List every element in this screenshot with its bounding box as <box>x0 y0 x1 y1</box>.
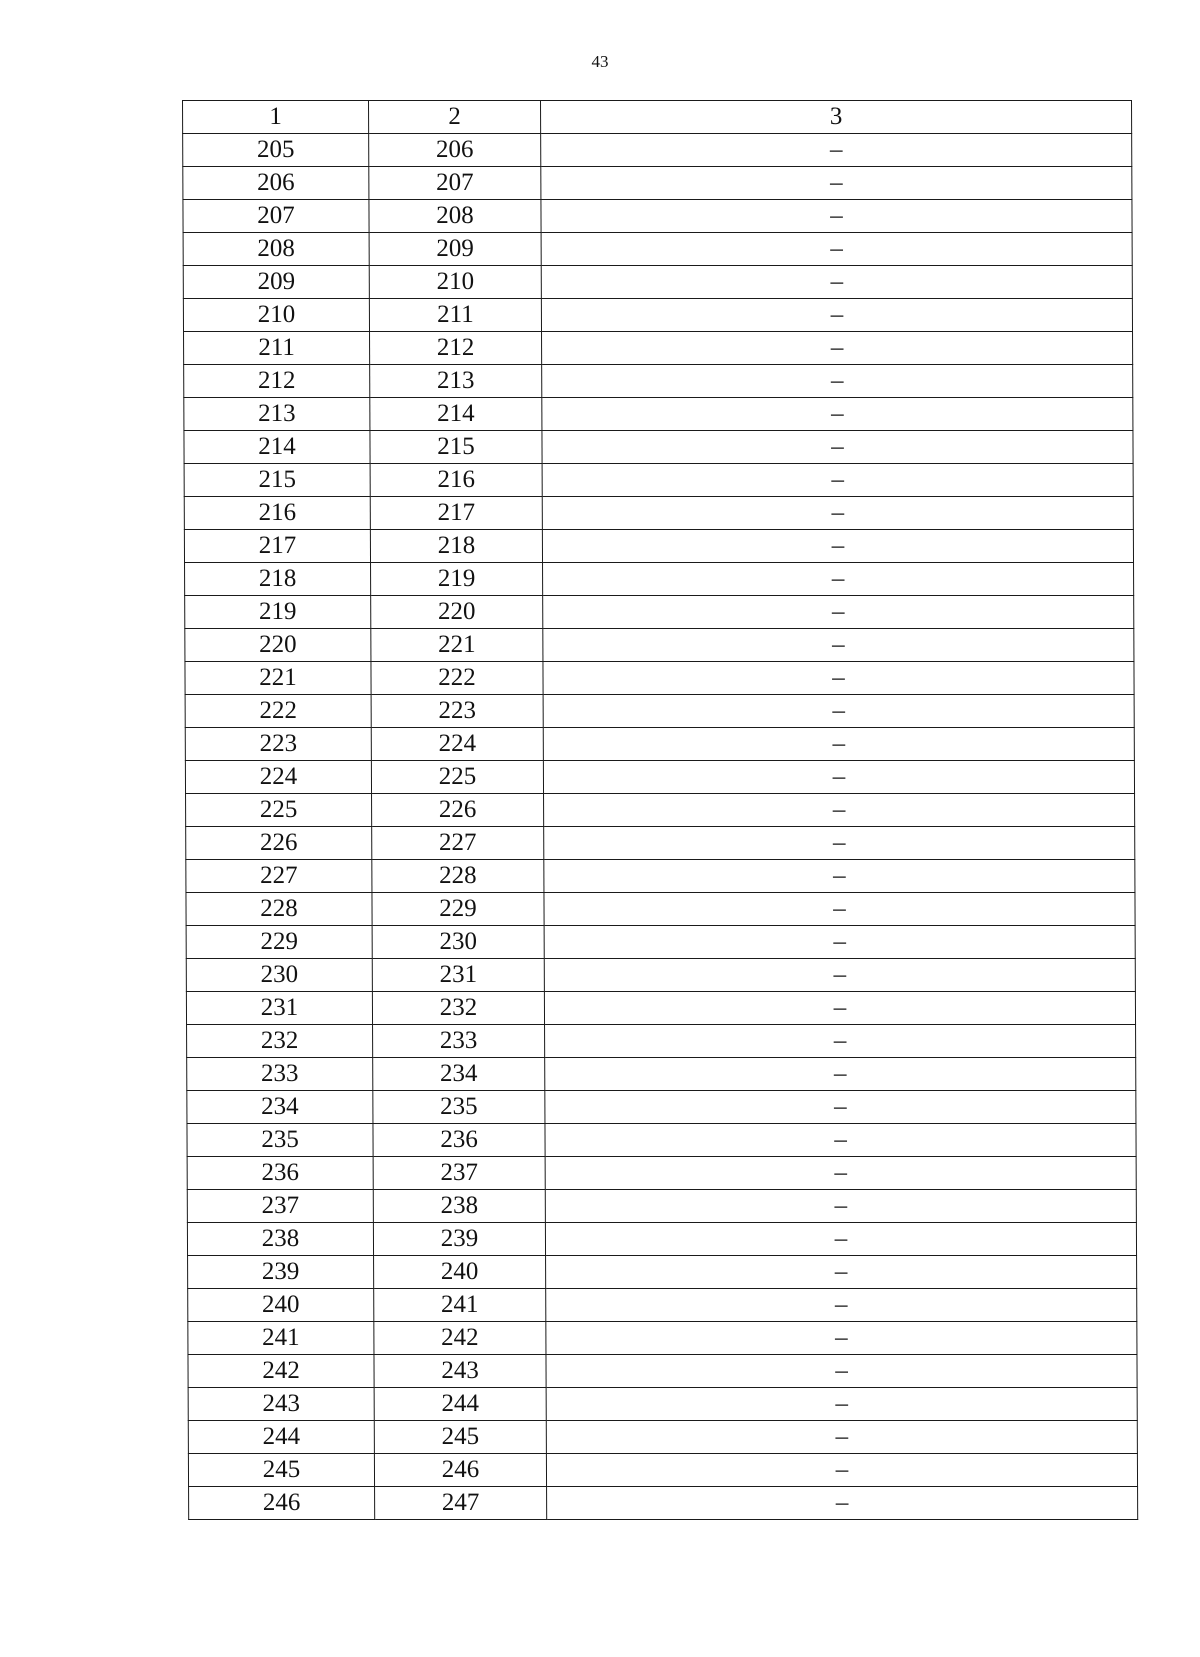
table-cell-col1: 223 <box>185 728 371 761</box>
table-cell-col2: 221 <box>371 629 543 662</box>
table-row <box>186 794 1135 827</box>
table-cell-col1: 235 <box>187 1124 373 1157</box>
table-cell-col1: 240 <box>188 1289 374 1322</box>
table-cell-col3: – <box>543 629 1134 662</box>
table-row <box>185 563 1134 596</box>
table-cell-col1: 213 <box>184 398 370 431</box>
table-cell-col2: 233 <box>373 1025 545 1058</box>
table-cell-col1: 206 <box>183 167 369 200</box>
table-cell-col1: 210 <box>183 299 369 332</box>
table-cell-col1: 220 <box>185 629 371 662</box>
table-cell-col3: – <box>541 266 1132 299</box>
table-row <box>187 1124 1136 1157</box>
table-row <box>189 1487 1138 1520</box>
table-cell-col1: 234 <box>187 1091 373 1124</box>
table-cell-col3: – <box>546 1355 1137 1388</box>
table-cell-col3: – <box>545 1190 1136 1223</box>
table-cell-col2: 217 <box>370 497 542 530</box>
table-row <box>185 728 1134 761</box>
table-cell-col3: – <box>543 728 1134 761</box>
table-cell-col3: – <box>542 497 1133 530</box>
table-row <box>184 464 1133 497</box>
table-cell-col2: 230 <box>372 926 544 959</box>
table-row <box>188 1289 1137 1322</box>
table-cell-col2: 219 <box>371 563 543 596</box>
table-row <box>185 695 1134 728</box>
table-row <box>187 1025 1136 1058</box>
table-cell-col2: 241 <box>374 1289 546 1322</box>
table-cell-col2: 212 <box>370 332 542 365</box>
table-row <box>187 1190 1136 1223</box>
header-row <box>183 101 1132 134</box>
table-row <box>186 959 1135 992</box>
table-row <box>186 893 1135 926</box>
table-cell-col3: – <box>544 992 1135 1025</box>
table-cell-col1: 217 <box>184 530 370 563</box>
table-row <box>185 662 1134 695</box>
table-body <box>183 134 1138 1520</box>
table-header <box>183 101 1132 134</box>
table-row <box>187 1091 1136 1124</box>
table-cell-col1: 212 <box>184 365 370 398</box>
table-cell-col3: – <box>544 893 1135 926</box>
table-cell-col1: 222 <box>185 695 371 728</box>
table-cell-col3: – <box>544 827 1135 860</box>
table-row <box>183 167 1132 200</box>
table-cell-col1: 228 <box>186 893 372 926</box>
table-row <box>188 1454 1137 1487</box>
table-cell-col3: – <box>546 1388 1137 1421</box>
table-cell-col2: 216 <box>370 464 542 497</box>
table-row <box>184 530 1133 563</box>
table-cell-col2: 246 <box>374 1454 546 1487</box>
table-cell-col3: – <box>542 530 1133 563</box>
table-row <box>183 266 1132 299</box>
table-cell-col2: 226 <box>372 794 544 827</box>
table-cell-col2: 243 <box>374 1355 546 1388</box>
table-cell-col3: – <box>543 662 1134 695</box>
table-cell-col2: 213 <box>370 365 542 398</box>
table-cell-col1: 227 <box>186 860 372 893</box>
table-cell-col3: – <box>546 1256 1137 1289</box>
table-cell-col2: 239 <box>373 1223 545 1256</box>
table-cell-col1: 236 <box>187 1157 373 1190</box>
table-cell-col2: 206 <box>369 134 541 167</box>
table-cell-col2: 236 <box>373 1124 545 1157</box>
table-cell-col1: 225 <box>186 794 372 827</box>
table-row <box>184 398 1133 431</box>
table-cell-col3: – <box>541 200 1132 233</box>
table-cell-col1: 208 <box>183 233 369 266</box>
table-cell-col2: 215 <box>370 431 542 464</box>
table-row <box>184 431 1133 464</box>
table-cell-col3: – <box>545 1058 1136 1091</box>
table-cell-col3: – <box>547 1487 1138 1520</box>
table-cell-col2: 223 <box>371 695 543 728</box>
table-cell-col1: 241 <box>188 1322 374 1355</box>
table-cell-col1: 233 <box>187 1058 373 1091</box>
table-row <box>188 1388 1137 1421</box>
table-cell-col2: 242 <box>374 1322 546 1355</box>
table-cell-col3: – <box>544 926 1135 959</box>
table-cell-col2: 222 <box>371 662 543 695</box>
table-cell-col3: – <box>541 134 1132 167</box>
table-cell-col2: 244 <box>374 1388 546 1421</box>
table-cell-col3: – <box>543 596 1134 629</box>
table-cell-col3: – <box>542 431 1133 464</box>
table-row <box>188 1322 1137 1355</box>
table-cell-col3: – <box>541 299 1132 332</box>
table-cell-col2: 208 <box>369 200 541 233</box>
table-cell-col1: 215 <box>184 464 370 497</box>
data-table <box>182 100 1138 1520</box>
table-cell-col3: – <box>544 959 1135 992</box>
table-cell-col3: – <box>543 695 1134 728</box>
table-cell-col3: – <box>545 1124 1136 1157</box>
table-cell-col2: 229 <box>372 893 544 926</box>
table-cell-col2: 232 <box>372 992 544 1025</box>
table-cell-col1: 245 <box>188 1454 374 1487</box>
table-cell-col1: 226 <box>186 827 372 860</box>
table-cell-col1: 239 <box>188 1256 374 1289</box>
table-cell-col3: – <box>542 365 1133 398</box>
table-cell-col1: 205 <box>183 134 369 167</box>
table-row <box>187 1058 1136 1091</box>
table-cell-col1: 218 <box>185 563 371 596</box>
table-cell-col1: 231 <box>186 992 372 1025</box>
table-row <box>186 992 1135 1025</box>
table-cell-col3: – <box>545 1157 1136 1190</box>
table-cell-col3: – <box>544 794 1135 827</box>
table-cell-col2: 245 <box>374 1421 546 1454</box>
table-cell-col3: – <box>545 1091 1136 1124</box>
table-cell-col1: 243 <box>188 1388 374 1421</box>
table-cell-col1: 232 <box>187 1025 373 1058</box>
table-cell-col1: 214 <box>184 431 370 464</box>
table-cell-col1: 237 <box>187 1190 373 1223</box>
table-cell-col2: 209 <box>369 233 541 266</box>
page-number: 43 <box>591 52 609 71</box>
table-row <box>185 629 1134 662</box>
table-cell-col3: – <box>546 1454 1137 1487</box>
column-header-2: 2 <box>369 101 541 134</box>
table-cell-col2: 247 <box>375 1487 547 1520</box>
table-cell-col2: 231 <box>372 959 544 992</box>
table-row <box>184 365 1133 398</box>
table-cell-col2: 210 <box>369 266 541 299</box>
table-row <box>183 200 1132 233</box>
column-header-3: 3 <box>541 101 1132 134</box>
table-row <box>188 1355 1137 1388</box>
table-cell-col1: 224 <box>185 761 371 794</box>
table-cell-col2: 228 <box>372 860 544 893</box>
table-cell-col2: 211 <box>369 299 541 332</box>
table-row <box>188 1256 1137 1289</box>
table-cell-col3: – <box>545 1223 1136 1256</box>
table-cell-col2: 227 <box>372 827 544 860</box>
table-cell-col1: 209 <box>183 266 369 299</box>
table-cell-col2: 220 <box>371 596 543 629</box>
table-cell-col2: 238 <box>373 1190 545 1223</box>
table-row <box>188 1421 1137 1454</box>
table-cell-col3: – <box>542 464 1133 497</box>
table-row <box>183 233 1132 266</box>
table-row <box>184 332 1133 365</box>
table-cell-col2: 237 <box>373 1157 545 1190</box>
table-cell-col1: 242 <box>188 1355 374 1388</box>
table-cell-col2: 234 <box>373 1058 545 1091</box>
table-cell-col2: 214 <box>370 398 542 431</box>
table-cell-col3: – <box>545 1025 1136 1058</box>
table-row <box>186 860 1135 893</box>
table-cell-col3: – <box>541 233 1132 266</box>
table-cell-col1: 221 <box>185 662 371 695</box>
table-row <box>183 134 1132 167</box>
table-row <box>185 596 1134 629</box>
table-cell-col2: 218 <box>370 530 542 563</box>
table-cell-col1: 216 <box>184 497 370 530</box>
table-cell-col1: 207 <box>183 200 369 233</box>
table-row <box>186 926 1135 959</box>
table-cell-col3: – <box>546 1289 1137 1322</box>
table-row <box>185 761 1134 794</box>
table-cell-col3: – <box>546 1421 1137 1454</box>
table-cell-col1: 229 <box>186 926 372 959</box>
table-row <box>184 497 1133 530</box>
column-header-1: 1 <box>183 101 369 134</box>
table-cell-col1: 211 <box>184 332 370 365</box>
table-cell-col1: 238 <box>187 1223 373 1256</box>
table-row <box>187 1223 1136 1256</box>
table-cell-col3: – <box>542 332 1133 365</box>
table-row <box>186 827 1135 860</box>
table-cell-col2: 207 <box>369 167 541 200</box>
table-cell-col3: – <box>541 167 1132 200</box>
table-cell-col2: 224 <box>371 728 543 761</box>
table-cell-col2: 240 <box>374 1256 546 1289</box>
table-cell-col3: – <box>544 860 1135 893</box>
table-cell-col3: – <box>546 1322 1137 1355</box>
table-cell-col1: 219 <box>185 596 371 629</box>
table-row <box>183 299 1132 332</box>
table-cell-col1: 244 <box>188 1421 374 1454</box>
table-cell-col2: 225 <box>371 761 543 794</box>
table-cell-col1: 230 <box>186 959 372 992</box>
table-cell-col2: 235 <box>373 1091 545 1124</box>
table-cell-col1: 246 <box>189 1487 375 1520</box>
table-cell-col3: – <box>543 761 1134 794</box>
table-cell-col3: – <box>543 563 1134 596</box>
table-cell-col3: – <box>542 398 1133 431</box>
table-row <box>187 1157 1136 1190</box>
